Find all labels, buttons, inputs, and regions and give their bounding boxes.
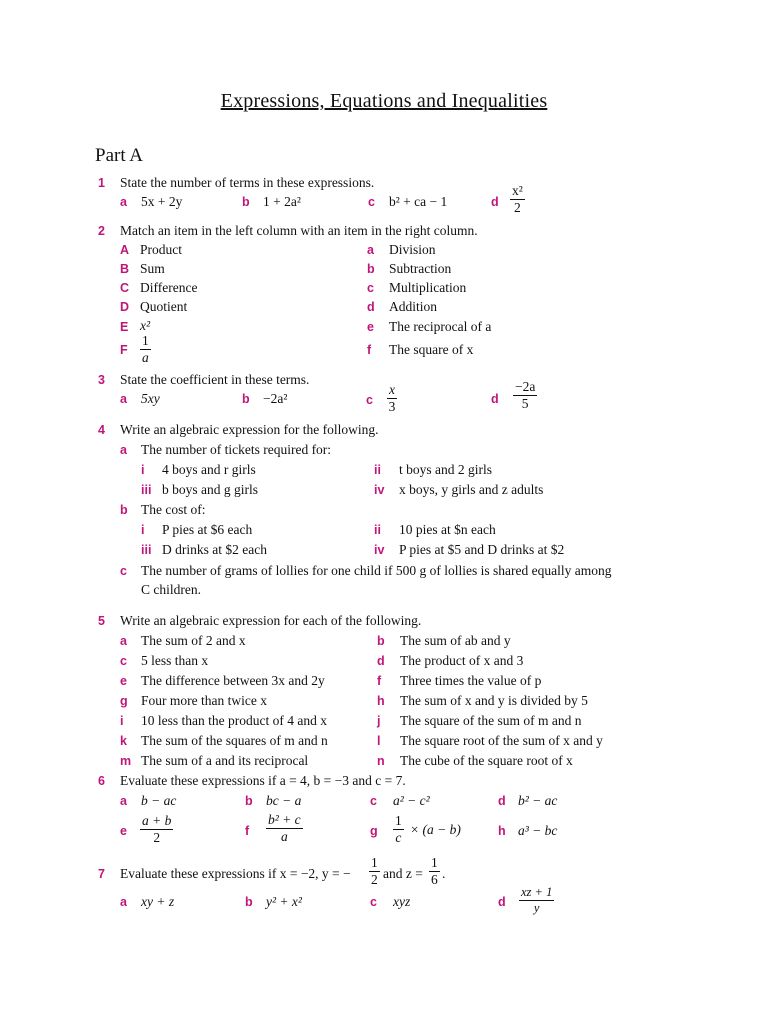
item-label: m — [120, 754, 132, 768]
question-number: 1 — [98, 176, 105, 190]
item-label: a — [120, 634, 127, 648]
fraction-denominator: a — [280, 829, 288, 845]
subitem-text: The sum of ab and y — [400, 633, 511, 648]
item-label: d — [498, 895, 506, 909]
item-label: ii — [374, 463, 381, 477]
subitem-text: The sum of 2 and x — [141, 633, 246, 648]
item-label: d — [491, 195, 499, 209]
subitem-text: 4 boys and r girls — [162, 462, 256, 477]
item-label: k — [120, 734, 127, 748]
item-label: b — [242, 195, 250, 209]
item-label: d — [367, 300, 375, 314]
match-right-item: The reciprocal of a — [389, 319, 492, 334]
item-label: c — [370, 794, 377, 808]
expression: × (a − b) — [410, 822, 461, 837]
match-left-item: Quotient — [140, 299, 188, 314]
item-label: iii — [141, 543, 152, 557]
question-prompt: State the coefficient in these terms. — [120, 372, 310, 387]
subquestion-text: The cost of: — [141, 502, 206, 517]
expression: 5x + 2y — [141, 194, 183, 209]
subitem-text: Four more than twice x — [141, 693, 267, 708]
item-label: i — [141, 463, 145, 477]
item-label: i — [120, 714, 124, 728]
item-label: C — [120, 281, 130, 295]
item-label: ii — [374, 523, 381, 537]
expression: xy + z — [141, 894, 175, 909]
fraction-denominator: a — [142, 350, 149, 366]
subitem-text: 5 less than x — [141, 653, 209, 668]
fraction-denominator: y — [533, 901, 540, 916]
question-prompt: Match an item in the left column with an item in the right column. — [120, 223, 478, 238]
question-number: 5 — [98, 614, 105, 628]
item-label: e — [120, 824, 127, 838]
subitem-text: The product of x and 3 — [400, 653, 524, 668]
fraction — [140, 814, 173, 845]
item-label: c — [368, 195, 375, 209]
subitem-text: x boys, y girls and z adults — [399, 482, 544, 497]
fraction-denominator: 2 — [371, 872, 378, 888]
item-label: a — [120, 794, 127, 808]
expression: b² + ca − 1 — [389, 194, 448, 209]
item-label: c — [120, 564, 127, 578]
item-label: j — [377, 714, 381, 728]
question-prompt: State the number of terms in these expressions. — [120, 175, 375, 190]
item-label: B — [120, 262, 130, 276]
subitem-text: The square of the sum of m and n — [400, 713, 582, 728]
item-label: a — [120, 443, 127, 457]
expression: a³ − bc — [518, 823, 558, 838]
subquestion-text: C children. — [141, 582, 201, 597]
expression: −2a² — [263, 391, 288, 406]
page-title: Expressions, Equations and Inequalities — [220, 90, 548, 112]
question-prompt: Evaluate these expressions if a = 4, b = −3 and c = 7. — [120, 773, 406, 788]
expression: 1 + 2a² — [263, 194, 301, 209]
item-label: c — [120, 654, 127, 668]
subitem-text: D drinks at $2 each — [162, 542, 267, 557]
item-label: f — [245, 824, 250, 838]
fraction-numerator: x² — [510, 184, 525, 200]
match-right-item: Addition — [389, 299, 438, 314]
item-label: b — [245, 895, 253, 909]
question-number: 6 — [98, 774, 105, 788]
item-label: a — [120, 392, 127, 406]
fraction-numerator: 1 — [369, 856, 380, 872]
subitem-text: The cube of the square root of x — [400, 753, 573, 768]
item-label: iii — [141, 483, 152, 497]
fraction-numerator: a + b — [140, 814, 173, 830]
fraction-denominator: c — [395, 830, 402, 846]
item-label: l — [377, 734, 381, 748]
expression: 5xy — [141, 391, 160, 406]
question-number: 4 — [98, 423, 105, 437]
item-label: F — [120, 343, 128, 357]
fraction-denominator: 3 — [388, 399, 396, 415]
expression: b − ac — [141, 793, 177, 808]
match-left-item: x² — [140, 318, 151, 333]
item-label: a — [120, 895, 127, 909]
match-right-item: Division — [389, 242, 436, 257]
fraction-numerator: b² + c — [266, 813, 303, 829]
fraction — [140, 334, 151, 365]
subitem-text: The difference between 3x and 2y — [141, 673, 325, 688]
subquestion-text: The number of tickets required for: — [141, 442, 332, 457]
question-number: 7 — [98, 867, 105, 881]
match-right-item: Subtraction — [389, 261, 452, 276]
item-label: e — [120, 674, 127, 688]
question-prompt: . — [442, 866, 446, 881]
subitem-text: Three times the value of p — [400, 673, 542, 688]
question-prompt: Write an algebraic expression for the following. — [120, 422, 379, 437]
question-prompt: and z = — [383, 866, 423, 881]
expression: a² − c² — [393, 793, 430, 808]
fraction-numerator: −2a — [513, 380, 537, 396]
item-label: n — [377, 754, 385, 768]
item-label: D — [120, 300, 130, 314]
question-number: 3 — [98, 373, 105, 387]
subitem-text: 10 less than the product of 4 and x — [141, 713, 327, 728]
match-right-item: The square of x — [389, 342, 474, 357]
question-number: 2 — [98, 224, 105, 238]
expression: xyz — [393, 894, 411, 909]
item-label: e — [367, 320, 374, 334]
fraction-numerator: xz + 1 — [519, 886, 554, 901]
expression: y² + x² — [266, 894, 302, 909]
subquestion-text: The number of grams of lollies for one child if 500 g of lollies is shared equally among — [141, 563, 612, 578]
fraction — [387, 383, 397, 414]
fraction-denominator: 2 — [153, 830, 161, 846]
fraction-numerator: x — [387, 383, 397, 399]
item-label: h — [498, 824, 506, 838]
fraction-denominator: 5 — [521, 396, 529, 412]
match-left-item: Sum — [140, 261, 165, 276]
fraction — [369, 856, 380, 887]
item-label: b — [245, 794, 253, 808]
item-label: d — [491, 392, 499, 406]
item-label: g — [370, 824, 378, 838]
item-label: b — [242, 392, 250, 406]
question-prompt: Write an algebraic expression for each of the following. — [120, 613, 422, 628]
item-label: a — [120, 195, 127, 209]
fraction-numerator: 1 — [429, 856, 440, 872]
subitem-text: The square root of the sum of x and y — [400, 733, 603, 748]
item-label: f — [377, 674, 382, 688]
item-label: c — [370, 895, 377, 909]
match-left-item: Difference — [140, 280, 198, 295]
fraction — [266, 813, 303, 844]
item-label: A — [120, 243, 130, 257]
item-label: b — [377, 634, 385, 648]
subitem-text: The sum of the squares of m and n — [141, 733, 328, 748]
subitem-text: P pies at $6 each — [162, 522, 253, 537]
item-label: E — [120, 320, 129, 334]
expression: b² − ac — [518, 793, 558, 808]
fraction-numerator: 1 — [393, 814, 404, 830]
item-label: b — [367, 262, 375, 276]
subitem-text: t boys and 2 girls — [399, 462, 492, 477]
item-label: i — [141, 523, 145, 537]
question-prompt: Evaluate these expressions if x = −2, y = − — [120, 866, 351, 881]
subitem-text: The sum of a and its reciprocal — [141, 753, 309, 768]
item-label: c — [366, 393, 373, 407]
item-label: h — [377, 694, 385, 708]
subitem-text: The sum of x and y is divided by 5 — [400, 693, 588, 708]
item-label: f — [367, 343, 372, 357]
expression: bc − a — [266, 793, 302, 808]
match-right-item: Multiplication — [389, 280, 467, 295]
fraction — [513, 380, 537, 411]
subitem-text: b boys and g girls — [162, 482, 258, 497]
subitem-text: 10 pies at $n each — [399, 522, 496, 537]
fraction — [510, 184, 525, 215]
item-label: d — [377, 654, 385, 668]
fraction — [519, 886, 554, 915]
item-label: c — [367, 281, 374, 295]
fraction — [429, 856, 440, 887]
item-label: iv — [374, 543, 385, 557]
match-left-item: Product — [140, 242, 182, 257]
fraction-denominator: 6 — [431, 872, 438, 888]
fraction-numerator: 1 — [140, 334, 151, 350]
fraction-denominator: 2 — [514, 200, 521, 216]
item-label: g — [120, 694, 128, 708]
item-label: a — [367, 243, 374, 257]
item-label: b — [120, 503, 128, 517]
item-label: iv — [374, 483, 385, 497]
subitem-text: P pies at $5 and D drinks at $2 — [399, 542, 565, 557]
part-heading: Part A — [95, 145, 144, 166]
item-label: d — [498, 794, 506, 808]
fraction — [393, 814, 404, 845]
